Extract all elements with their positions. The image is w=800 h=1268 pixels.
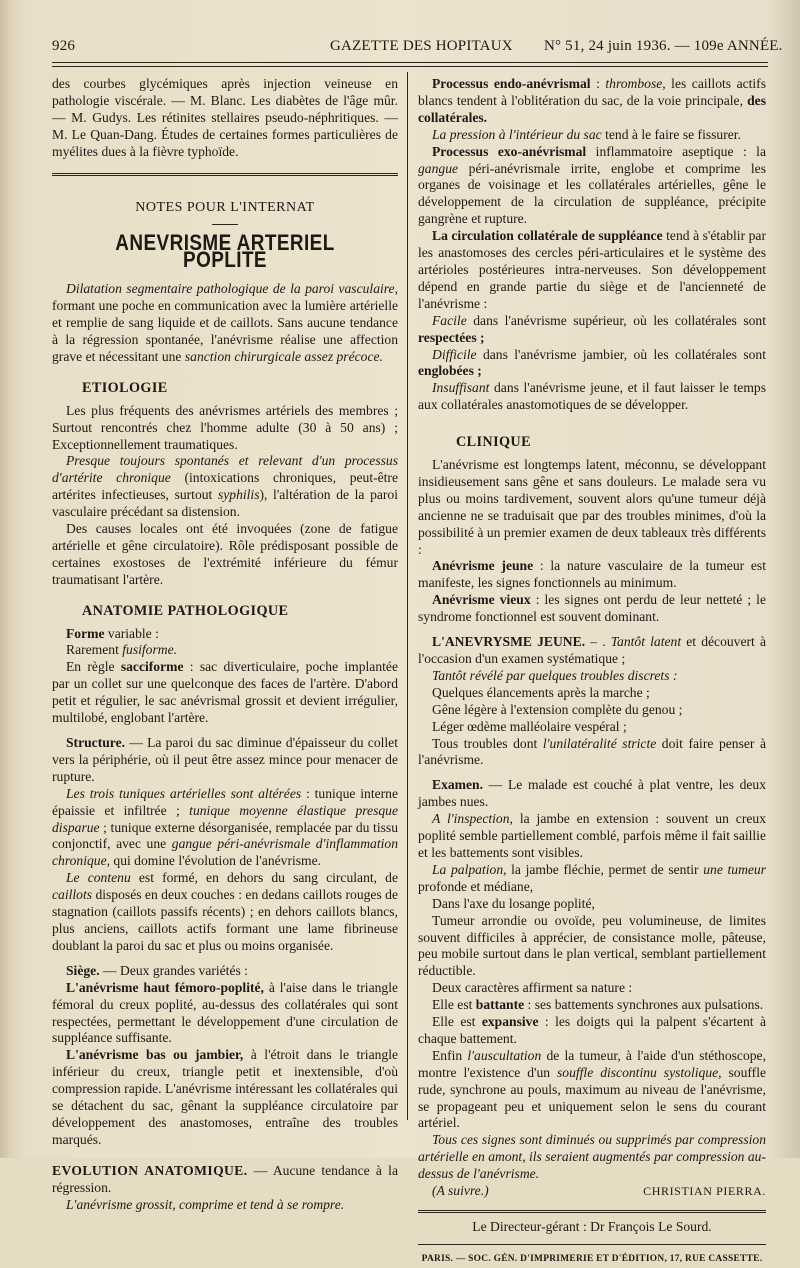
symptome-1: Quelques élancements après la marche ; (432, 684, 650, 700)
etiologie-paragraph-2: Presque toujours spontanés et relevant d'un processus d'artérite chronique (intoxications chroniques, peut-être artérites infectieuses, surtout syphilis), l'altération de la paroi vasculaire précédant sa distension. (52, 453, 399, 520)
header-rule (52, 62, 768, 63)
etiologie-paragraph-1: Les plus fréquents des anévrismes artériels des membres ; Surtout rencontrés chez l'homme adulte (30 à 50 ans) ; Exceptionnellement traumatiques. (52, 402, 398, 452)
forme-paragraph: Forme variable : (66, 625, 159, 641)
siege-paragraph: Siège. — Deux grandes variétés : (66, 962, 248, 978)
examen-paragraph: Examen. — Le malade est couché à plat ventre, les deux jambes nues. (418, 777, 766, 810)
etiologie-paragraph-3: Des causes locales ont été invoquées (zone de fatigue artérielle et gêne circulatoire). Rôle prédisposant possible de certaines exostoses de l'extrémité inférieure du fémur traumatisant l'artère. (52, 521, 398, 587)
expansive-paragraph: Elle est expansive : les doigts qui la palpent s'écartent à chaque battement. (418, 1014, 766, 1046)
contenu-paragraph: Le contenu est formé, en dehors du sang circulant, de caillots disposés en deux couches : en dedans caillots rouges de stagnation (caillots passifs récents) ; en dehors caillots blancs, plus anciens, caillots actifs formant une lame fibrineuse doublant la paroi du sac et plus ou moins organisée. (52, 870, 398, 953)
suite-line (418, 1183, 766, 1200)
battante-paragraph: Elle est battante : ses battements synchrones aux pulsations. (432, 997, 764, 1013)
tous-signes-paragraph: Tous ces signes sont diminués ou supprimés par compression artérielle en amont, ils seraient augmentés par compression au-dessus de l'anévrisme. (418, 1132, 766, 1182)
gerant-box (418, 1210, 766, 1245)
journal-title: GAZETTE DES HOPITAUX (330, 38, 513, 54)
anevrisme-haut-paragraph: L'anévrisme haut fémoro-poplité, à l'aise dans le triangle fémoral du creux poplité, au-dessus des collatérales qui sont respectées, permettant le développement d'une circulation de suppléance suffisante. (52, 979, 399, 1046)
column-divider (407, 72, 408, 1120)
article-title: ANEVRISME ARTERIEL POPLITE (115, 230, 335, 273)
tantot-revele: Tantôt révélé par quelques troubles discrets : (432, 667, 678, 683)
tous-troubles-paragraph: Tous troubles dont l'unilatéralité stricte doit faire penser à l'anévrisme. (418, 735, 766, 768)
insuffisant-paragraph: Insuffisant dans l'anévrisme jeune, et il faut laisser le temps aux collatérales anastomotiques de se développer. (418, 380, 766, 413)
notes-heading: NOTES POUR L'INTERNAT (135, 199, 315, 215)
forme-regle: En règle sacciforme : sac diverticulaire, poche implantée par un collet sur une quelconque des faces de l'artère. D'abord petit et régulier, le sac anévrismal grossit et devient irrégulier, multilobé, englobant l'artère. (52, 659, 398, 726)
left-column (52, 76, 398, 1213)
difficile-paragraph: Difficile dans l'anévrisme jambier, où les collatérales sont englobées ; (418, 346, 766, 379)
definition-paragraph: Dilatation segmentaire pathologique de la paroi vasculaire, formant une poche en communication avec la lumière artérielle et remplie de sang liquide et de caillots. Sans aucune tendance à la régression spontanée, l'anévrisme réalise une affection grave et nécessitant une sanction chirurgicale assez précoce. (52, 281, 398, 364)
clinique-paragraph: L'anévrisme est longtemps latent, méconnu, se développant insidieusement sans gêne et sans douleurs. Le malade sera vu plus ou moins tardivement, souvent alors qu'une tumeur déjà ancienne ne se traduisait que par des troubles minimes, d'où la possibilité à un premier examen de deux tableaux très différents : (418, 457, 766, 557)
anatomie-heading: ANATOMIE PATHOLOGIQUE (82, 602, 289, 619)
symptome-2: Gêne légère à l'extension complète du genou ; (432, 701, 683, 717)
circulation-paragraph: La circulation collatérale de suppléance tend à s'établir par les anastomoses des cercles péri-articulaires et le système des artérioles postérieures intra-nerveuses. Son développement dépend en grande partie du siège et de l'ancienneté de l'anévrisme : (418, 228, 766, 311)
auscultation-paragraph: Enfin l'auscultation de la tumeur, à l'aide d'un stéthoscope, montre l'existence d'un souffle discontinu systolique, souffle rude, synchrone au pouls, maximum au niveau de l'anévrisme, se propageant peu et uniquement selon le sens du courant artériel. (418, 1047, 767, 1131)
printer-line: PARIS. — SOC. GÉN. D'IMPRIMERIE ET D'ÉDITION, 17, RUE CASSETTE. (421, 1253, 763, 1264)
right-column (418, 76, 766, 1268)
page-number: 926 (52, 38, 76, 54)
clinique-heading: CLINIQUE (456, 434, 531, 451)
structure-paragraph: Structure. — La paroi du sac diminue d'épaisseur du collet vers la périphérie, où il peut être assez mince pour menacer de rupture. (52, 735, 398, 784)
author-signature: CHRISTIAN PIERRA. (643, 1184, 766, 1199)
symptome-3: Léger œdème malléolaire vespéral ; (432, 718, 627, 734)
a-suivre: (A suivre.) (432, 1183, 489, 1199)
page-header (52, 34, 783, 58)
processus-exo-paragraph: Processus exo-anévrismal inflammatoire aseptique : la gangue péri-anévrismale irrite, englobe et comprime les organes de voisinage et les collatérales artérielles, gêne le développement de la circulation de suppléance, précipite gangrène et rupture. (418, 143, 766, 227)
losange-paragraph: Dans l'axe du losange poplité, (432, 895, 595, 911)
processus-endo-paragraph: Processus endo-anévrismal : thrombose, les caillots actifs blancs tendent à l'oblitération du sac, de la voie principale, des collatérales. (418, 76, 767, 125)
issue-info: N° 51, 24 juin 1936. — 109e ANNÉE. (544, 38, 783, 54)
inspection-paragraph: A l'inspection, la jambe en extension : souvent un creux poplité semble partiellement comblé, parfois même il fait saillie et les battements sont visibles. (418, 811, 766, 860)
intro-paragraph: des courbes glycémiques après injection veineuse en pathologie viscérale. — M. Blanc. Les diabètes de l'âge mûr. — M. Gudys. Les rétinites stellaires pseudo-néphritiques. — M. Le Quan-Dang. Études de certaines formes particulières de myélites dues à la fièvre typhoïde. (52, 76, 398, 159)
short-rule (212, 224, 238, 225)
gerant-line: Le Directeur-gérant : Dr François Le Sourd. (472, 1219, 712, 1234)
pression-paragraph: La pression à l'intérieur du sac tend à le faire se fissurer. (432, 126, 741, 142)
facile-paragraph: Facile dans l'anévrisme supérieur, où les collatérales sont respectées ; (418, 312, 766, 345)
evolution-italic: L'anévrisme grossit, comprime et tend à se rompre. (66, 1196, 345, 1212)
etiologie-heading: ETIOLOGIE (82, 379, 168, 396)
forme-rare: Rarement fusiforme. (66, 642, 178, 658)
tumeur-paragraph: Tumeur arrondie ou ovoïde, peu volumineuse, de limites souvent difficiles à apprécier, de consistance molle, pâteuse, peu mobile surtout dans le plan vertical, semblant partiellement réductible. (418, 912, 766, 979)
anevrisme-jeune-paragraph: Anévrisme jeune : la nature vasculaire de la tumeur est manifeste, les signes fonctionnels au minimum. (418, 558, 767, 591)
anevrysme-jeune-section: L'ANEVRYSME JEUNE. – . Tantôt latent et découvert à l'occasion d'un examen systématique ; (418, 634, 766, 666)
palpation-paragraph: La palpation, la jambe fléchie, permet de sentir une tumeur profonde et médiane, (418, 861, 767, 894)
header-rule-2 (52, 66, 768, 67)
anevrisme-bas-paragraph: L'anévrisme bas ou jambier, à l'étroit dans le triangle inférieur du creux, triangle petit et inextensible, d'où compression rapide. L'anévrisme intéressant les collatérales qui se détachent du sac, gênant la suppléance circulatoire par développement des anastomoses, entraîne des troubles marqués. (52, 1047, 399, 1147)
deux-caracteres: Deux caractères affirment sa nature : (432, 980, 633, 996)
tuniques-paragraph: Les trois tuniques artérielles sont altérées : tunique interne épaissie et infiltrée ; tunique moyenne élastique presque disparue ; tunique externe désorganisée, remplacée par du tissu conjonctif, avec une gangue péri-anévrismale d'inflammation chronique, qui domine l'évolution de l'anévrisme. (52, 785, 399, 869)
evolution-paragraph: EVOLUTION ANATOMIQUE. — Aucune tendance à la régression. (52, 1162, 398, 1195)
section-rule (52, 173, 398, 176)
anevrisme-vieux-paragraph: Anévrisme vieux : les signes ont perdu de leur netteté ; le syndrome fonctionnel est souvent dominant. (418, 592, 766, 625)
